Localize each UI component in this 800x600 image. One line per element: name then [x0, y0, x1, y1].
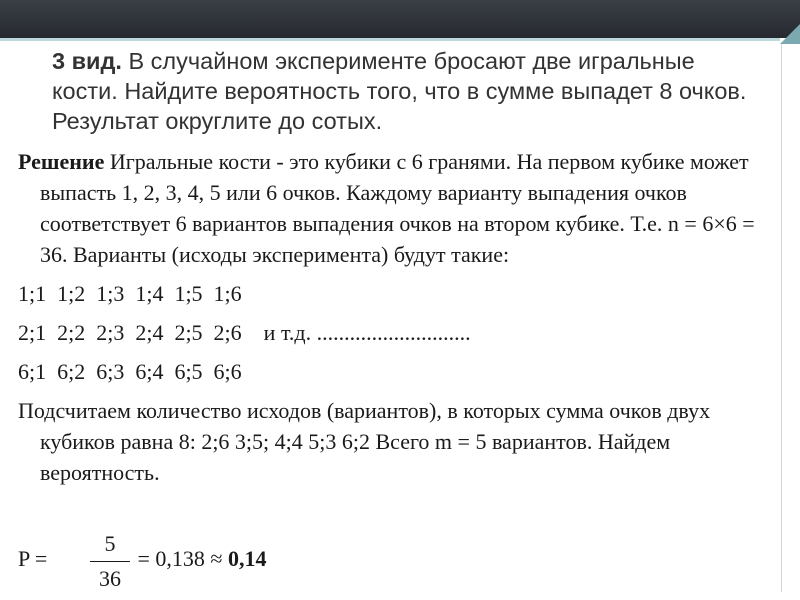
formula-fraction — [90, 528, 130, 595]
probability-formula — [18, 528, 418, 598]
title-text: В случайном эксперименте бросают две игральные кости. Найдите вероятность того, что в сумме выпадет 8 очков. Результат округлите до сотых. — [52, 48, 747, 134]
slide-body — [18, 146, 778, 488]
fraction-bar — [90, 561, 130, 562]
solution-label: Решение — [18, 149, 105, 174]
formula-rest — [132, 546, 266, 572]
header-bar — [0, 0, 800, 38]
formula-result: 0,14 — [227, 546, 267, 571]
fraction-denominator: 36 — [99, 566, 121, 591]
fraction-numerator: 5 — [104, 531, 116, 556]
outcome-row-2: 2;1 2;2 2;3 2;4 2;5 2;6 и т.д. ............................ — [18, 320, 471, 345]
header-accent-line — [0, 38, 780, 41]
side-rule — [781, 44, 782, 592]
solution-text: Игральные кости - это кубики с 6 гранями. На первом кубике может выпасть 1, 2, 3, 4, 5 или 6 очков. Каждому варианту выпадения очков соответствует 6 вариантов выпадения очков на втором кубике. Т.е. n = 6×6 = 36. Варианты (исходы эксперимента) будут такие: — [40, 149, 755, 267]
outcome-row-1: 1;1 1;2 1;3 1;4 1;5 1;6 — [18, 281, 242, 306]
solution-paragraph — [18, 146, 778, 270]
count-paragraph: Подсчитаем количество исходов (вариантов), в которых сумма очков двух кубиков равна 8: 2;6 3;5; 4;4 5;3 6;2 Всего m = 5 вариантов. Найдем вероятность. — [18, 398, 711, 485]
title-label: 3 вид. — [52, 48, 122, 74]
formula-label: P = — [18, 546, 48, 571]
slide-title — [52, 46, 762, 136]
outcome-row-3: 6;1 6;2 6;3 6;4 6;5 6;6 — [18, 359, 242, 384]
corner-decoration — [780, 24, 800, 44]
formula-middle: = 0,138 ≈ — [132, 546, 228, 571]
